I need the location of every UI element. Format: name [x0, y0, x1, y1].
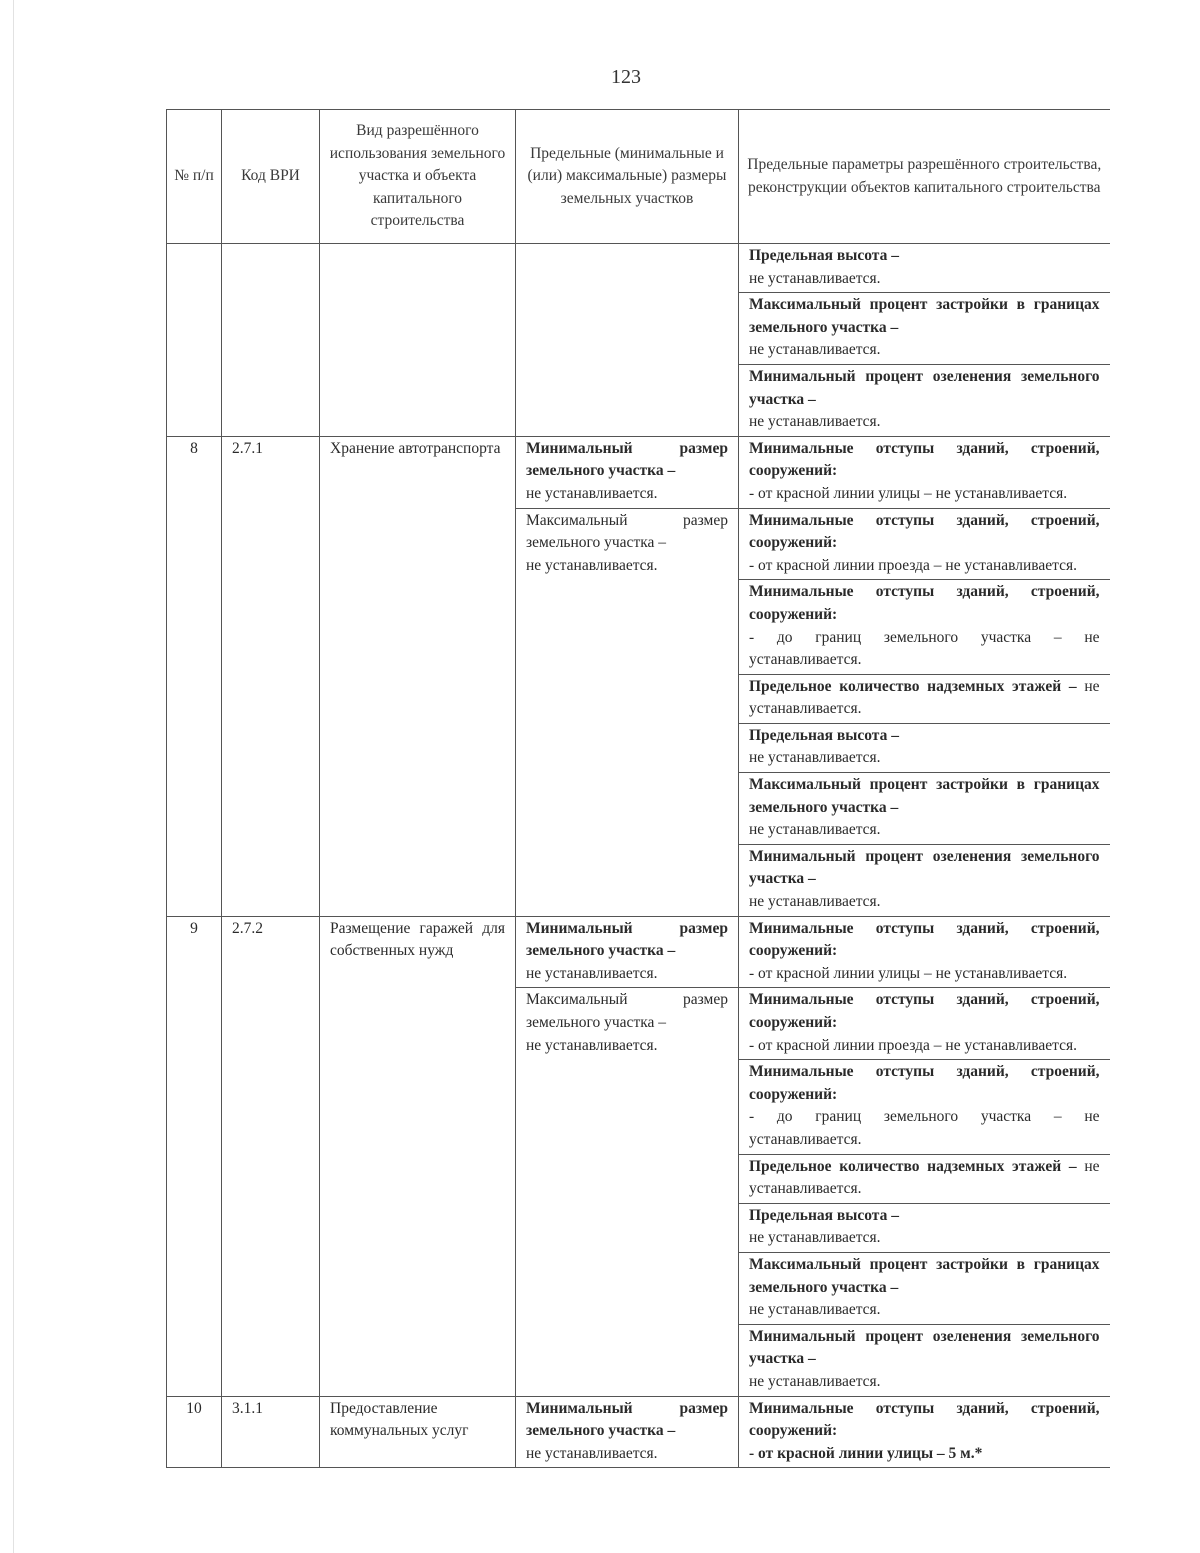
param-value: не устанавливается.: [749, 821, 881, 839]
plot-size-value: не устанавливается.: [526, 556, 658, 574]
table-row: [167, 436, 1110, 508]
table-row: [167, 916, 1110, 988]
cell-number: 8: [167, 436, 222, 916]
header-number: № п/п: [167, 110, 222, 244]
cell-code: 3.1.1: [222, 1396, 320, 1468]
param-cell: [739, 844, 1110, 916]
param-cell: [739, 1252, 1110, 1324]
param-title: Предельное количество надземных этажей –: [749, 1157, 1077, 1175]
cell-plot-size: [516, 244, 739, 437]
param-title: Предельная высота –: [749, 1206, 899, 1224]
param-cell: [739, 723, 1110, 772]
param-title: Минимальные отступы зданий, строений, сооружений:: [749, 919, 1100, 960]
param-cell: [739, 773, 1110, 845]
cell-number: 10: [167, 1396, 222, 1468]
cell-plot-size-min: [516, 1396, 739, 1468]
cell-code: 2.7.1: [222, 436, 320, 916]
param-value: - от красной линии улицы – 5 м.*: [749, 1444, 983, 1462]
param-cell: [739, 364, 1110, 436]
param-value: не устанавливается.: [749, 413, 881, 431]
table-row: [167, 244, 1110, 293]
cell-number: 9: [167, 916, 222, 1396]
cell-code: 2.7.2: [222, 916, 320, 1396]
param-title: Максимальный процент застройки в границах земельного участка –: [749, 1255, 1100, 1296]
param-value: не устанавливается.: [749, 1301, 881, 1319]
param-value: не устанавливается.: [749, 677, 1100, 718]
param-title: Минимальные отступы зданий, строений, сооружений:: [749, 1063, 1100, 1103]
param-value: - до границ земельного участка – не устанавливается.: [749, 628, 1100, 669]
param-title: Минимальные отступы зданий, строений, сооружений:: [749, 439, 1100, 480]
param-value: не устанавливается.: [749, 269, 881, 287]
cell-plot-size-max: [516, 508, 739, 916]
cell-plot-size-min: [516, 436, 739, 508]
plot-size-value: не устанавливается.: [526, 1036, 658, 1054]
param-value: не устанавливается.: [749, 1157, 1100, 1198]
param-cell: [739, 916, 1110, 988]
param-value: - от красной линии проезда – не устанавливается.: [749, 1036, 1077, 1054]
param-cell: [739, 1324, 1110, 1396]
param-value: не устанавливается.: [749, 893, 881, 911]
cell-use-type: Хранение автотранспорта: [320, 436, 516, 916]
param-title: Предельная высота –: [749, 726, 899, 744]
cell-number: [167, 244, 222, 437]
cell-use-type: [320, 244, 516, 437]
plot-size-value: не устанавливается.: [526, 484, 658, 502]
header-parameters: Предельные параметры разрешённого строительства, реконструкции объектов капитального строительства: [739, 110, 1110, 244]
param-value: не устанавливается.: [749, 341, 881, 359]
plot-size-title: Минимальный размер земельного участка –: [526, 1399, 728, 1440]
param-cell: [739, 508, 1110, 580]
param-value: не устанавливается.: [749, 1372, 881, 1390]
param-title: Максимальный процент застройки в границах земельного участка –: [749, 296, 1100, 336]
header-code: Код ВРИ: [222, 110, 320, 244]
param-cell: [739, 988, 1110, 1060]
param-cell: [739, 1060, 1110, 1154]
param-title: Предельное количество надземных этажей –: [749, 677, 1077, 695]
header-plot-size: Предельные (минимальные и (или) максимальные) размеры земельных участков: [516, 110, 739, 244]
param-cell: [739, 436, 1110, 508]
param-title: Минимальные отступы зданий, строений, сооружений:: [749, 511, 1100, 552]
param-title: Минимальный процент озеленения земельного участка –: [749, 1327, 1100, 1368]
param-cell: [739, 244, 1110, 293]
param-cell: [739, 580, 1110, 674]
param-cell: [739, 1203, 1110, 1252]
regulations-table: [166, 109, 1110, 1468]
param-value: не устанавливается.: [749, 1229, 881, 1247]
plot-size-value: не устанавливается.: [526, 1444, 658, 1462]
plot-size-title: Минимальный размер земельного участка –: [526, 439, 728, 480]
param-title: Минимальные отступы зданий, строений, сооружений:: [749, 1399, 1100, 1440]
cell-use-type: Предоставление коммунальных услуг: [320, 1396, 516, 1468]
param-value: - до границ земельного участка – не устанавливается.: [749, 1108, 1100, 1148]
param-title: Максимальный процент застройки в границах земельного участка –: [749, 776, 1100, 816]
plot-size-title: Максимальный размер земельного участка –: [526, 991, 728, 1031]
header-use-type: Вид разрешённого использования земельного участка и объекта капитального строительства: [320, 110, 516, 244]
param-title: Минимальные отступы зданий, строений, сооружений:: [749, 583, 1100, 623]
param-cell: [739, 293, 1110, 365]
param-title: Минимальный процент озеленения земельного участка –: [749, 847, 1100, 888]
param-value: не устанавливается.: [749, 749, 881, 767]
param-title: Минимальные отступы зданий, строений, сооружений:: [749, 991, 1100, 1031]
plot-size-value: не устанавливается.: [526, 964, 658, 982]
scan-edge-line: [13, 0, 14, 1553]
page-number: 123: [611, 66, 641, 88]
param-value: - от красной линии улицы – не устанавливается.: [749, 964, 1068, 982]
param-value: - от красной линии проезда – не устанавливается.: [749, 556, 1077, 574]
cell-code: [222, 244, 320, 437]
param-title: Минимальный процент озеленения земельного участка –: [749, 367, 1100, 408]
cell-plot-size-max: [516, 988, 739, 1396]
table-row: [167, 1396, 1110, 1468]
plot-size-title: Минимальный размер земельного участка –: [526, 919, 728, 960]
cell-use-type: Размещение гаражей для собственных нужд: [320, 916, 516, 1396]
param-cell: [739, 1396, 1110, 1468]
param-title: Предельная высота –: [749, 247, 899, 264]
param-cell: [739, 674, 1110, 723]
cell-plot-size-min: [516, 916, 739, 988]
param-cell: [739, 1154, 1110, 1203]
plot-size-title: Максимальный размер земельного участка –: [526, 511, 728, 552]
table-header-row: [167, 110, 1110, 244]
param-value: - от красной линии улицы – не устанавливается.: [749, 484, 1068, 502]
